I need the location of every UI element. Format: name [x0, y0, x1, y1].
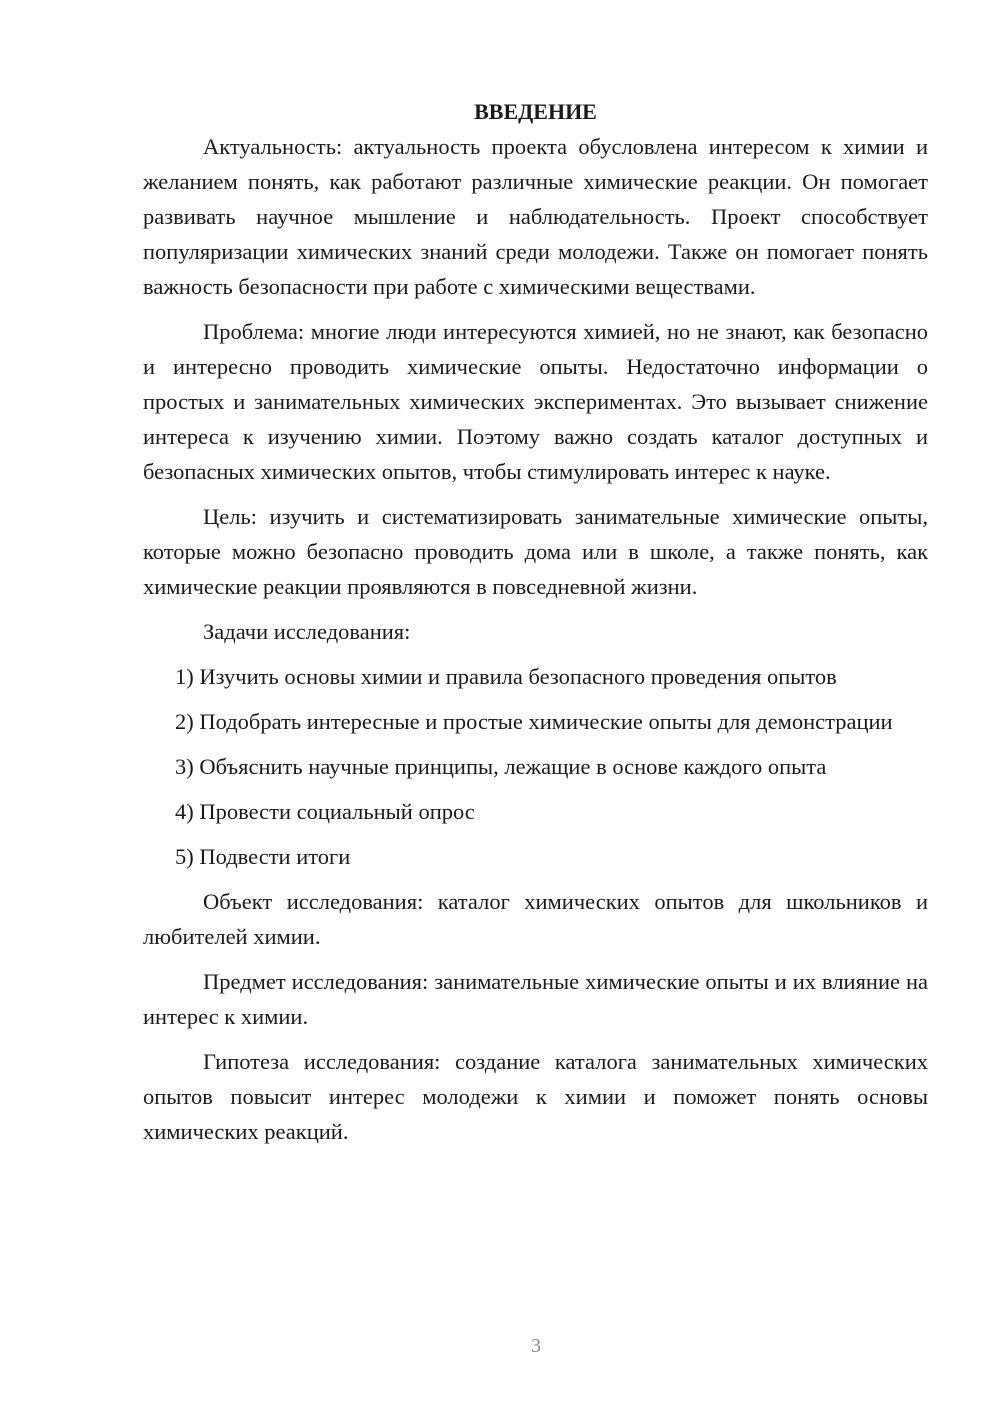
tasks-heading: Задачи исследования: [203, 619, 411, 644]
task-item-1: 1) Изучить основы химии и правила безопасного проведения опытов [175, 664, 837, 689]
page-number: 3 [531, 1335, 541, 1357]
hypothesis-paragraph: Гипотеза исследования: создание каталога занимательных химических опытов повысит интерес молодежи к химии и поможет понять основы химических реакций. [143, 1049, 928, 1144]
page-content [143, 94, 928, 1149]
task-item-2: 2) Подобрать интересные и простые химические опыты для демонстрации [175, 709, 893, 734]
task-item-5: 5) Подвести итоги [175, 844, 351, 869]
goal-paragraph: Цель: изучить и систематизировать занимательные химические опыты, которые можно безопасно проводить дома или в школе, а также понять, как химические реакции проявляются в повседневной жизни. [143, 504, 928, 599]
task-item-4: 4) Провести социальный опрос [175, 799, 475, 824]
task-item-3: 3) Объяснить научные принципы, лежащие в основе каждого опыта [175, 754, 827, 779]
object-paragraph: Объект исследования: каталог химических опытов для школьников и любителей химии. [143, 889, 928, 949]
relevance-paragraph: Актуальность: актуальность проекта обусловлена интересом к химии и желанием понять, как работают различные химические реакции. Он помогает развивать научное мышление и наблюдательность. Проект способствует популяризации химических знаний среди молодежи. Также он помогает понять важность безопасности при работе с химическими веществами. [143, 134, 928, 299]
problem-paragraph: Проблема: многие люди интересуются химией, но не знают, как безопасно и интересно проводить химические опыты. Недостаточно информации о простых и занимательных химических экспериментах. Это вызывает снижение интереса к изучению химии. Поэтому важно создать каталог доступных и безопасных химических опытов, чтобы стимулировать интерес к науке. [143, 319, 928, 484]
section-title: ВВЕДЕНИЕ [474, 99, 597, 124]
subject-paragraph: Предмет исследования: занимательные химические опыты и их влияние на интерес к химии. [143, 969, 928, 1029]
